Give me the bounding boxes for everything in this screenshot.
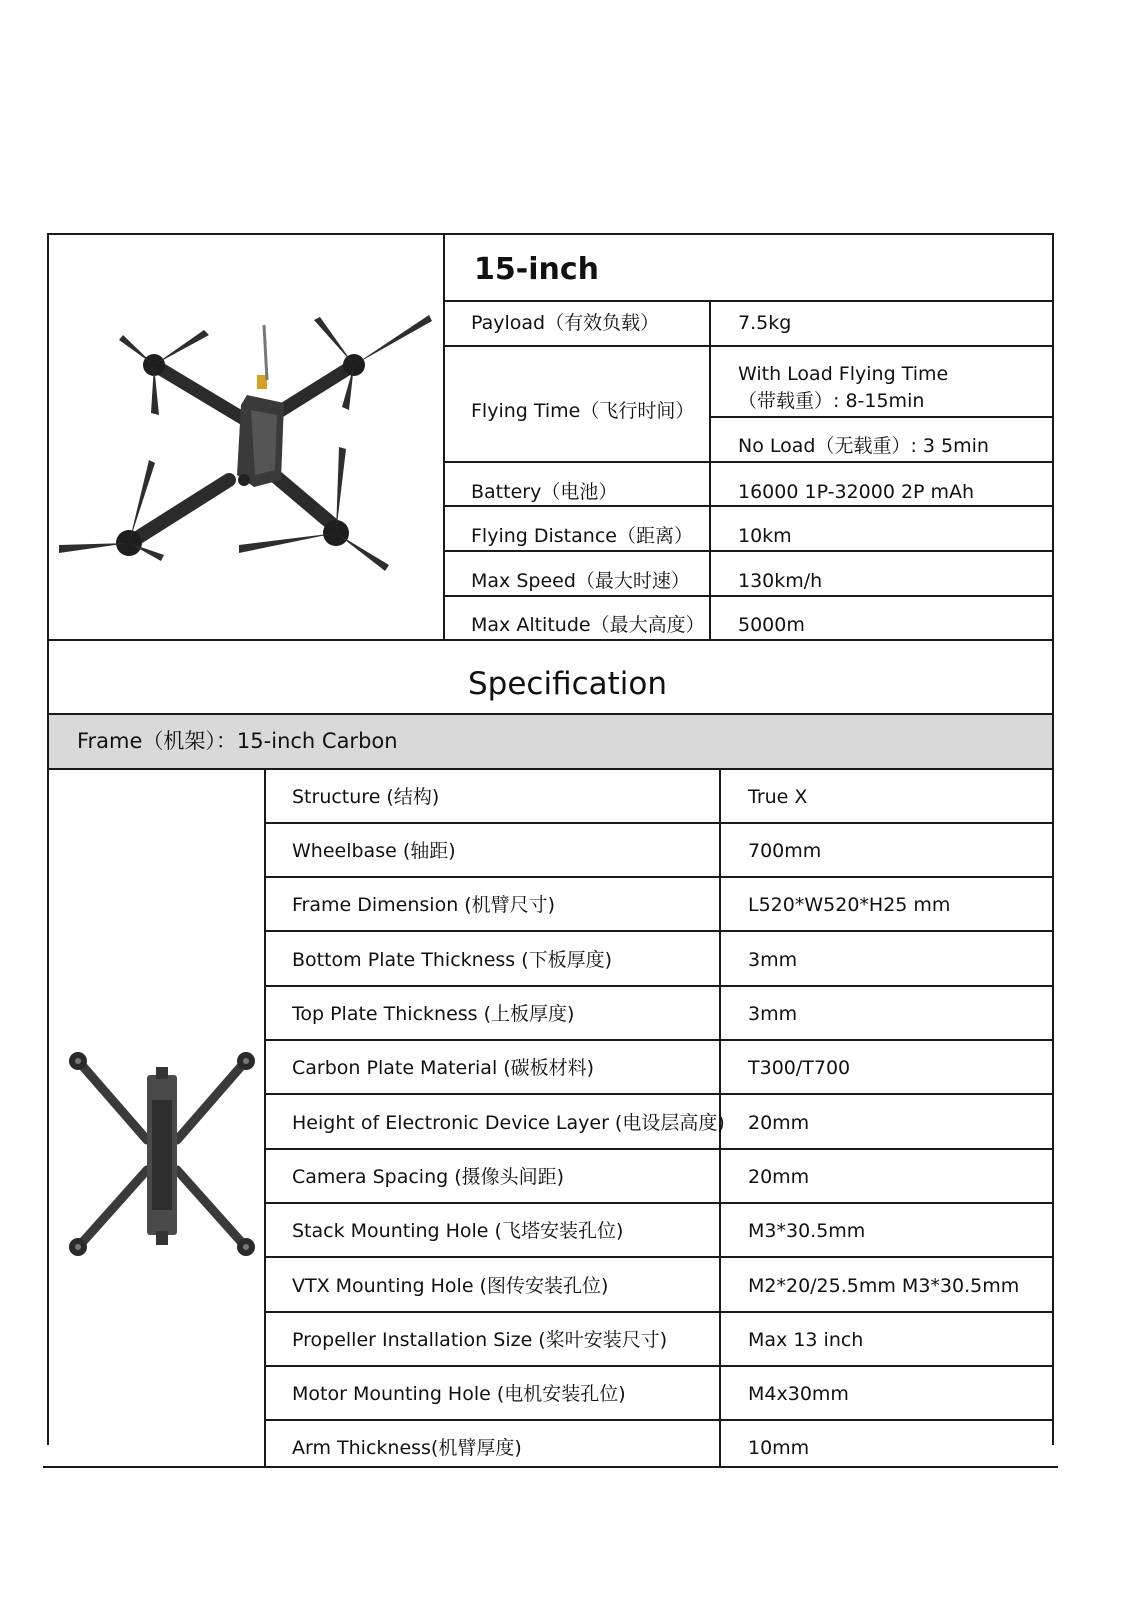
spec-label: Camera Spacing (摄像头间距): [292, 1166, 565, 1188]
spec-label: VTX Mounting Hole (图传安装孔位): [292, 1275, 609, 1297]
table-border: [264, 768, 266, 1468]
table-border: [445, 461, 1054, 463]
spec-value: （带载重）: 8-15min: [738, 390, 925, 412]
table-border: [264, 930, 1054, 932]
table-border: [264, 1256, 1054, 1258]
table-border: [445, 505, 1054, 507]
drone-image: [49, 235, 445, 639]
table-border: [445, 595, 1054, 597]
table-border: [264, 1148, 1054, 1150]
spec-value: With Load Flying Time: [738, 363, 949, 385]
frame-image: [62, 1045, 262, 1265]
spec-label: Flying Distance（距离）: [471, 525, 693, 547]
spec-value: M4x30mm: [748, 1383, 849, 1405]
product-title: 15-inch: [474, 252, 599, 287]
spec-label: Battery（电池）: [471, 481, 618, 503]
spec-value: Max 13 inch: [748, 1329, 864, 1351]
spec-value: 3mm: [748, 1003, 798, 1025]
spec-value: 10km: [738, 525, 792, 547]
table-border: [264, 1202, 1054, 1204]
specification-heading: Specification: [468, 666, 668, 702]
table-border: [264, 985, 1054, 987]
table-border: [445, 345, 1054, 347]
spec-value: T300/T700: [748, 1057, 851, 1079]
spec-label: Bottom Plate Thickness (下板厚度): [292, 949, 613, 971]
spec-label: Wheelbase (轴距): [292, 840, 456, 862]
spec-value: 130km/h: [738, 570, 823, 592]
spec-value: 20mm: [748, 1166, 810, 1188]
spec-label: Payload（有效负载）: [471, 312, 660, 334]
spec-value: 16000 1P-32000 2P mAh: [738, 481, 975, 503]
spec-label: Top Plate Thickness (上板厚度): [292, 1003, 575, 1025]
table-border: [711, 416, 1054, 418]
spec-value: 20mm: [748, 1112, 810, 1134]
spec-label: Structure (结构): [292, 786, 440, 808]
spec-value: 7.5kg: [738, 312, 792, 334]
spec-value: 3mm: [748, 949, 798, 971]
table-border: [43, 1466, 1058, 1468]
spec-value: M2*20/25.5mm M3*30.5mm: [748, 1275, 1020, 1297]
spec-label: Stack Mounting Hole (飞塔安装孔位): [292, 1220, 624, 1242]
spec-label: Carbon Plate Material (碳板材料): [292, 1057, 595, 1079]
table-border: [264, 1093, 1054, 1095]
spec-label: Height of Electronic Device Layer (电设层高度): [292, 1112, 725, 1134]
table-border: [264, 876, 1054, 878]
table-border: [264, 1365, 1054, 1367]
frame-title: Frame（机架）：15-inch Carbon: [77, 729, 398, 753]
table-border: [264, 822, 1054, 824]
table-border: [47, 768, 1054, 770]
spec-value: No Load（无载重）: 3 5min: [738, 435, 989, 457]
spec-value: 10mm: [748, 1437, 810, 1459]
spec-value: True X: [748, 786, 808, 808]
table-border: [709, 300, 711, 641]
spec-label: Max Altitude（最大高度）: [471, 614, 705, 636]
table-border: [445, 550, 1054, 552]
spec-label: Max Speed（最大时速）: [471, 570, 690, 592]
table-border: [47, 639, 1054, 641]
spec-value: 700mm: [748, 840, 822, 862]
spec-label: Arm Thickness(机臂厚度): [292, 1437, 522, 1459]
spec-label: Propeller Installation Size (桨叶安装尺寸): [292, 1329, 668, 1351]
spec-value: L520*W520*H25 mm: [748, 894, 951, 916]
spec-value: M3*30.5mm: [748, 1220, 866, 1242]
table-border: [264, 1311, 1054, 1313]
table-border: [1052, 233, 1054, 1445]
spec-label: Frame Dimension (机臂尺寸): [292, 894, 556, 916]
spec-label: Motor Mounting Hole (电机安装孔位): [292, 1383, 626, 1405]
table-border: [445, 300, 1054, 302]
spec-label: Flying Time（飞行时间）: [471, 400, 695, 422]
table-border: [264, 1039, 1054, 1041]
table-border: [264, 1419, 1054, 1421]
spec-value: 5000m: [738, 614, 805, 636]
